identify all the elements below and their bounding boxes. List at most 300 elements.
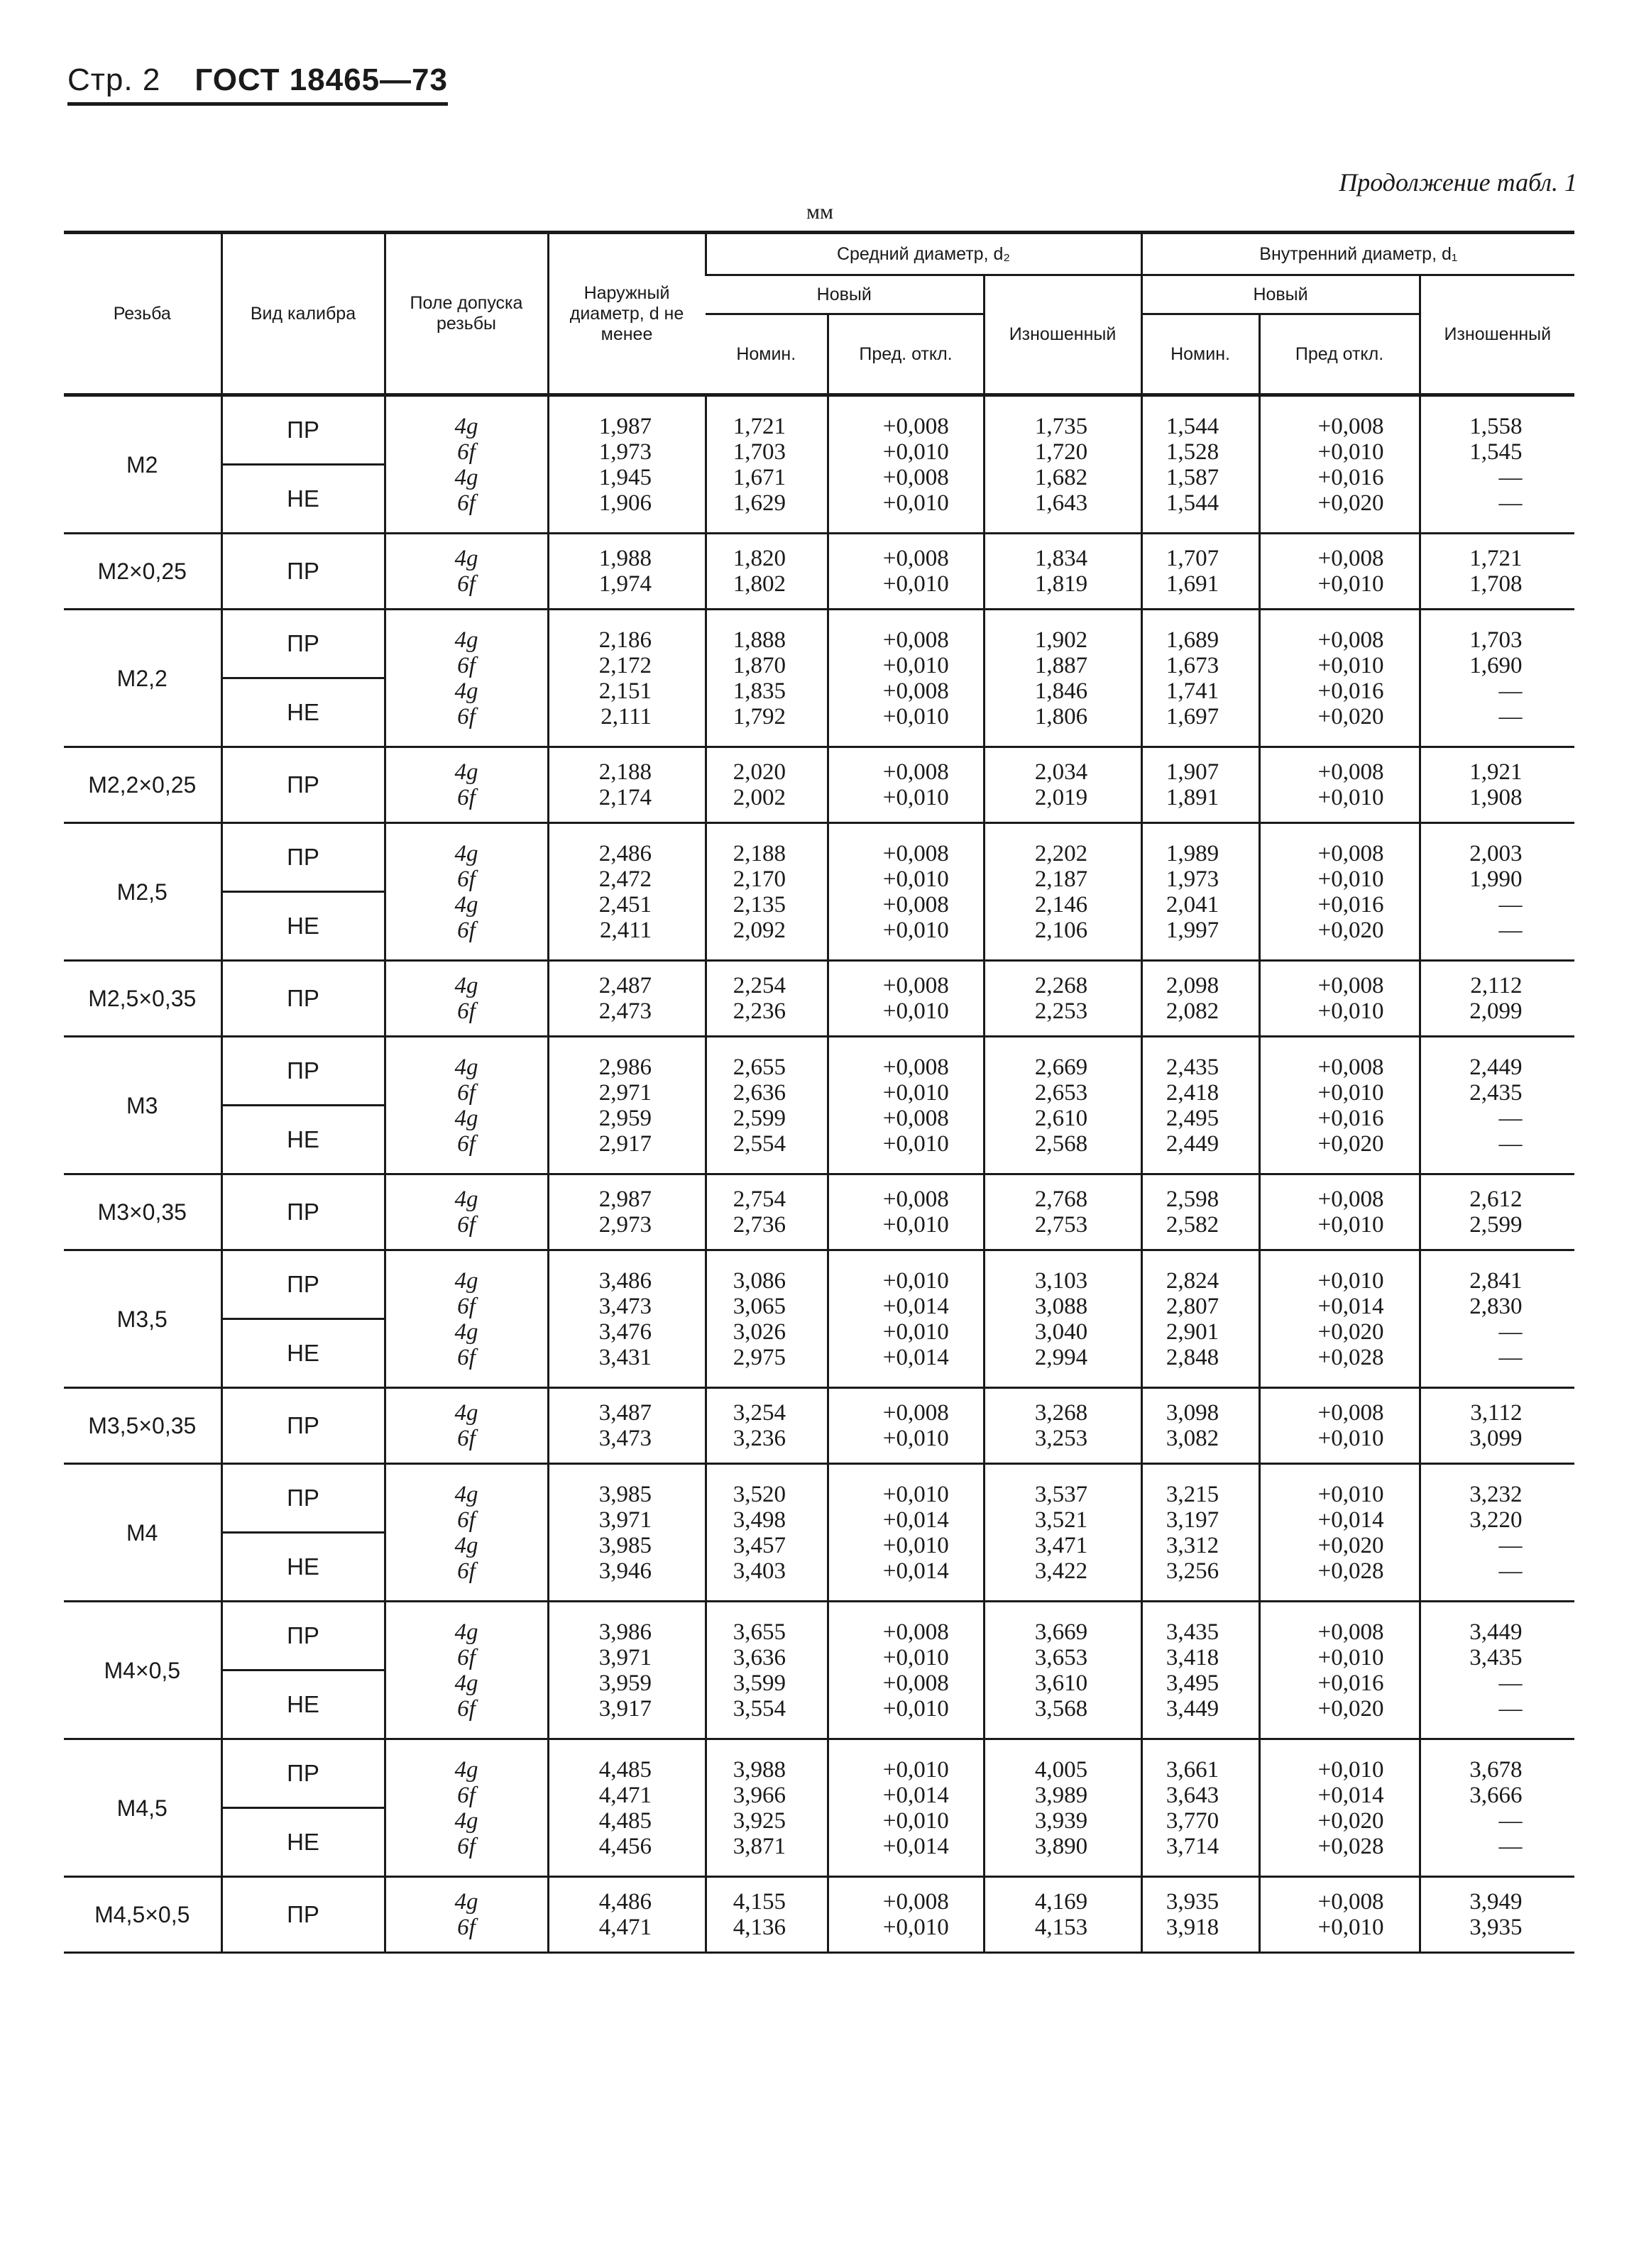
cell-value: 4g (454, 973, 478, 998)
cell-value: +0,010 (882, 866, 949, 892)
cell-value: +0,008 (1317, 759, 1384, 785)
cell-value: +0,008 (1317, 546, 1384, 571)
cell-value: 2,986 (598, 1054, 652, 1080)
header-pitch-nominal: Номин. (706, 314, 828, 395)
table-row (64, 610, 1574, 747)
table-row (64, 1877, 1574, 1953)
cell-value: 2,146 (1034, 891, 1088, 918)
cell-value: 2,002 (733, 785, 786, 810)
gauge-type: НЕ (287, 1340, 319, 1366)
cell-value: 3,431 (598, 1344, 652, 1370)
table-row (64, 823, 1574, 961)
cell-value: 6f (457, 1507, 476, 1533)
tolerance-cell (385, 1464, 548, 1602)
cell-value: +0,010 (882, 571, 949, 597)
cell-value: — (1498, 1130, 1523, 1157)
cell-value: 2,901 (1166, 1319, 1219, 1345)
cell-value: +0,020 (1317, 1130, 1384, 1157)
cell-value: 2,554 (733, 1130, 786, 1157)
minor-deviation-cell (1259, 823, 1420, 961)
cell-value: +0,008 (1317, 840, 1384, 866)
cell-value: 2,092 (733, 917, 786, 943)
cell-value: 2,486 (598, 840, 652, 866)
pitch-deviation-cell (828, 1464, 984, 1602)
cell-value: 3,714 (1166, 1833, 1219, 1859)
cell-value: 6f (457, 1644, 476, 1670)
tolerance-cell (385, 961, 548, 1037)
cell-value: 6f (457, 1695, 476, 1722)
minor-nominal-cell (1141, 1877, 1259, 1953)
cell-value: 2,151 (598, 678, 652, 704)
cell-value: 4g (454, 546, 478, 571)
cell-value: 3,985 (598, 1532, 652, 1558)
cell-value: +0,010 (1317, 439, 1384, 465)
outer-diameter-cell (548, 1739, 706, 1877)
cell-value: 4g (454, 1481, 478, 1507)
outer-diameter-cell (548, 1877, 706, 1953)
cell-value: 3,554 (733, 1695, 786, 1722)
cell-value: 3,871 (733, 1833, 786, 1859)
minor-deviation-cell (1259, 395, 1420, 534)
gauge-type: ПР (223, 1740, 384, 1809)
gauge-type: НЕ (287, 1553, 319, 1580)
cell-value: 2,174 (598, 785, 652, 810)
cell-value: 2,449 (1469, 1054, 1523, 1080)
pitch-deviation-cell (828, 1877, 984, 1953)
gauge-type-cell (221, 395, 385, 534)
table-row (64, 534, 1574, 610)
outer-diameter-cell (548, 395, 706, 534)
cell-value: 6f (457, 1293, 476, 1319)
pitch-worn-cell (984, 1037, 1141, 1174)
cell-value: +0,010 (1317, 785, 1384, 810)
cell-value: 3,088 (1034, 1293, 1088, 1319)
cell-value: 4,486 (598, 1889, 652, 1915)
minor-worn-cell (1420, 1174, 1574, 1250)
cell-value: 6f (457, 1212, 476, 1238)
pitch-worn-cell (984, 823, 1141, 961)
cell-value: 4,169 (1034, 1889, 1088, 1915)
tolerance-cell (385, 1602, 548, 1739)
cell-value: +0,016 (1317, 1105, 1384, 1131)
minor-worn-cell (1420, 1250, 1574, 1388)
cell-value: 2,236 (733, 998, 786, 1024)
pitch-worn-cell (984, 1602, 1141, 1739)
cell-value: 2,135 (733, 891, 786, 918)
cell-value: +0,010 (882, 703, 949, 730)
cell-value: 3,476 (598, 1319, 652, 1345)
cell-value: +0,008 (882, 759, 949, 785)
minor-deviation-cell (1259, 1037, 1420, 1174)
minor-nominal-cell (1141, 1602, 1259, 1739)
cell-value: +0,010 (1317, 1079, 1384, 1106)
minor-worn-cell (1420, 1464, 1574, 1602)
minor-worn-cell (1420, 534, 1574, 610)
pitch-nominal-cell (706, 1602, 828, 1739)
cell-value: 3,890 (1034, 1833, 1088, 1859)
minor-worn-cell (1420, 1388, 1574, 1464)
tolerance-cell (385, 395, 548, 534)
gauge-type: ПР (287, 1199, 319, 1225)
cell-value: 6f (457, 1426, 476, 1451)
table-row (64, 961, 1574, 1037)
cell-value: 4g (454, 627, 478, 653)
gauge-type: ПР (223, 1037, 384, 1106)
outer-diameter-cell (548, 534, 706, 610)
cell-value: 3,971 (598, 1644, 652, 1670)
cell-value: 2,753 (1034, 1212, 1088, 1238)
cell-value: 3,989 (1034, 1782, 1088, 1808)
cell-value: 4,153 (1034, 1915, 1088, 1940)
cell-value: 4g (454, 1532, 478, 1558)
outer-diameter-cell (548, 747, 706, 823)
minor-nominal-cell (1141, 961, 1259, 1037)
outer-diameter-cell (548, 1388, 706, 1464)
cell-value: 1,988 (598, 546, 652, 571)
outer-diameter-cell (548, 610, 706, 747)
cell-value: +0,016 (1317, 678, 1384, 704)
pitch-worn-cell (984, 1464, 1141, 1602)
cell-value: — (1498, 1807, 1523, 1834)
minor-worn-cell (1420, 1037, 1574, 1174)
pitch-nominal-cell (706, 1739, 828, 1877)
cell-value: 2,848 (1166, 1344, 1219, 1370)
units-label: мм (806, 200, 833, 224)
cell-value: 1,997 (1166, 917, 1219, 943)
thread-designation: М2,2×0,25 (64, 747, 221, 823)
header-pitch-deviation: Пред. откл. (828, 314, 984, 395)
minor-worn-cell (1420, 961, 1574, 1037)
cell-value: 2,111 (601, 703, 652, 730)
cell-value: 4,471 (598, 1782, 652, 1808)
cell-value: 2,598 (1166, 1187, 1219, 1212)
cell-value: 3,669 (1034, 1619, 1088, 1645)
minor-deviation-cell (1259, 1250, 1420, 1388)
pitch-worn-cell (984, 610, 1141, 747)
tolerance-cell (385, 1037, 548, 1174)
cell-value: 2,973 (598, 1212, 652, 1238)
cell-value: 3,520 (733, 1481, 786, 1507)
cell-value: — (1498, 1558, 1523, 1584)
cell-value: +0,010 (882, 1130, 949, 1157)
cell-value: +0,020 (1317, 1532, 1384, 1558)
cell-value: 4g (454, 759, 478, 785)
header-tolerance-field: Поле допуска резьбы (385, 233, 548, 395)
minor-deviation-cell (1259, 747, 1420, 823)
cell-value: 2,612 (1469, 1187, 1523, 1212)
cell-value: +0,010 (882, 785, 949, 810)
cell-value: 2,841 (1469, 1267, 1523, 1294)
thread-designation: М2 (64, 395, 221, 534)
cell-value: 3,215 (1166, 1481, 1219, 1507)
cell-value: +0,016 (1317, 891, 1384, 918)
gauge-type: ПР (223, 824, 384, 893)
cell-value: +0,008 (882, 678, 949, 704)
cell-value: 2,636 (733, 1079, 786, 1106)
cell-value: 1,887 (1034, 652, 1088, 678)
cell-value: 1,708 (1469, 571, 1523, 597)
table-body (64, 395, 1574, 1953)
cell-value: 6f (457, 1833, 476, 1859)
cell-value: +0,008 (882, 1187, 949, 1212)
gauge-type: НЕ (287, 485, 319, 512)
minor-deviation-cell (1259, 1464, 1420, 1602)
cell-value: 3,473 (598, 1426, 652, 1451)
cell-value: 3,599 (733, 1670, 786, 1696)
header-minor-deviation: Пред откл. (1259, 314, 1420, 395)
cell-value: 3,487 (598, 1400, 652, 1426)
minor-deviation-cell (1259, 610, 1420, 747)
cell-value: +0,010 (882, 1915, 949, 1940)
cell-value: 2,188 (733, 840, 786, 866)
cell-value: 2,435 (1166, 1054, 1219, 1080)
cell-value: +0,008 (882, 891, 949, 918)
cell-value: 1,870 (733, 652, 786, 678)
cell-value: 2,170 (733, 866, 786, 892)
cell-value: 6f (457, 1558, 476, 1584)
pitch-nominal-cell (706, 961, 828, 1037)
cell-value: 3,643 (1166, 1782, 1219, 1808)
minor-worn-cell (1420, 823, 1574, 961)
cell-value: +0,010 (1317, 1756, 1384, 1783)
cell-value: 1,973 (1166, 866, 1219, 892)
table-row (64, 1174, 1574, 1250)
cell-value: 2,451 (598, 891, 652, 918)
pitch-deviation-cell (828, 1739, 984, 1877)
cell-value: +0,008 (1317, 1889, 1384, 1915)
gauge-type: ПР (287, 985, 319, 1011)
cell-value: 1,587 (1166, 464, 1219, 490)
cell-value: +0,020 (1317, 703, 1384, 730)
pitch-nominal-cell (706, 1250, 828, 1388)
cell-value: +0,010 (1317, 652, 1384, 678)
cell-value: 1,528 (1166, 439, 1219, 465)
cell-value: 4g (454, 1889, 478, 1915)
cell-value: 6f (457, 785, 476, 810)
cell-value: +0,008 (882, 1400, 949, 1426)
minor-deviation-cell (1259, 1174, 1420, 1250)
cell-value: 1,671 (733, 464, 786, 490)
cell-value: 6f (457, 866, 476, 892)
cell-value: 4g (454, 1807, 478, 1834)
cell-value: 2,495 (1166, 1105, 1219, 1131)
cell-value: +0,010 (882, 1807, 949, 1834)
cell-value: 3,521 (1034, 1507, 1088, 1533)
cell-value: +0,008 (882, 464, 949, 490)
cell-value: 1,544 (1166, 490, 1219, 516)
pitch-nominal-cell (706, 534, 828, 610)
cell-value: 3,568 (1034, 1695, 1088, 1722)
thread-gauge-table (64, 231, 1574, 1954)
cell-value: — (1498, 703, 1523, 730)
cell-value: 3,312 (1166, 1532, 1219, 1558)
cell-value: +0,008 (882, 1105, 949, 1131)
cell-value: 6f (457, 439, 476, 465)
cell-value: — (1498, 1532, 1523, 1558)
cell-value: 6f (457, 1344, 476, 1370)
thread-designation: М4,5×0,5 (64, 1877, 221, 1953)
cell-value: — (1498, 1319, 1523, 1345)
cell-value: 3,959 (598, 1670, 652, 1696)
pitch-worn-cell (984, 1388, 1141, 1464)
thread-designation: М4,5 (64, 1739, 221, 1877)
thread-designation: М2,5×0,35 (64, 961, 221, 1037)
thread-designation: М4 (64, 1464, 221, 1602)
cell-value: +0,010 (882, 1695, 949, 1722)
minor-deviation-cell (1259, 534, 1420, 610)
cell-value: 3,099 (1469, 1426, 1523, 1451)
cell-value: 2,768 (1034, 1187, 1088, 1212)
cell-value: 3,449 (1469, 1619, 1523, 1645)
cell-value: +0,016 (1317, 464, 1384, 490)
minor-nominal-cell (1141, 823, 1259, 961)
cell-value: 2,099 (1469, 998, 1523, 1024)
header-gauge-type: Вид калибра (221, 233, 385, 395)
cell-value: 4,471 (598, 1915, 652, 1940)
cell-value: — (1498, 1344, 1523, 1370)
cell-value: 4,155 (733, 1889, 786, 1915)
table-row (64, 395, 1574, 534)
table-continuation-note: Продолжение табл. 1 (1339, 168, 1577, 197)
cell-value: 2,971 (598, 1079, 652, 1106)
minor-nominal-cell (1141, 1388, 1259, 1464)
outer-diameter-cell (548, 961, 706, 1037)
cell-value: 4g (454, 1619, 478, 1645)
cell-value: 1,629 (733, 490, 786, 516)
cell-value: +0,010 (882, 1756, 949, 1783)
header-pitch-diameter: Средний диаметр, d₂ (706, 233, 1141, 275)
cell-value: +0,010 (882, 998, 949, 1024)
gauge-type: НЕ (287, 913, 319, 939)
cell-value: 2,003 (1469, 840, 1523, 866)
pitch-deviation-cell (828, 1037, 984, 1174)
cell-value: 3,610 (1034, 1670, 1088, 1696)
cell-value: 3,254 (733, 1400, 786, 1426)
minor-worn-cell (1420, 1602, 1574, 1739)
cell-value: 4,136 (733, 1915, 786, 1940)
minor-worn-cell (1420, 747, 1574, 823)
cell-value: 2,655 (733, 1054, 786, 1080)
cell-value: 2,041 (1166, 891, 1219, 918)
cell-value: 3,471 (1034, 1532, 1088, 1558)
cell-value: 2,187 (1034, 866, 1088, 892)
minor-deviation-cell (1259, 1388, 1420, 1464)
gauge-type-cell (221, 1250, 385, 1388)
cell-value: +0,028 (1317, 1558, 1384, 1584)
gauge-type: ПР (287, 558, 319, 584)
minor-deviation-cell (1259, 961, 1420, 1037)
cell-value: +0,028 (1317, 1344, 1384, 1370)
outer-diameter-cell (548, 1037, 706, 1174)
minor-nominal-cell (1141, 1174, 1259, 1250)
gauge-type-cell (221, 1602, 385, 1739)
cell-value: 3,971 (598, 1507, 652, 1533)
cell-value: +0,010 (882, 917, 949, 943)
cell-value: 3,403 (733, 1558, 786, 1584)
cell-value: +0,008 (1317, 1619, 1384, 1645)
cell-value: 2,186 (598, 627, 652, 653)
tolerance-cell (385, 534, 548, 610)
cell-value: +0,008 (882, 1054, 949, 1080)
cell-value: 3,949 (1469, 1889, 1523, 1915)
cell-value: 1,990 (1469, 866, 1523, 892)
cell-value: 3,103 (1034, 1267, 1088, 1294)
cell-value: 2,736 (733, 1212, 786, 1238)
pitch-deviation-cell (828, 823, 984, 961)
cell-value: +0,016 (1317, 1670, 1384, 1696)
gauge-type-cell (221, 1388, 385, 1464)
cell-value: +0,010 (1317, 1644, 1384, 1670)
tolerance-cell (385, 823, 548, 961)
cell-value: 3,422 (1034, 1558, 1088, 1584)
cell-value: 2,202 (1034, 840, 1088, 866)
cell-value: 1,921 (1469, 759, 1523, 785)
tolerance-cell (385, 1739, 548, 1877)
minor-deviation-cell (1259, 1877, 1420, 1953)
pitch-worn-cell (984, 1250, 1141, 1388)
cell-value: 3,655 (733, 1619, 786, 1645)
cell-value: +0,008 (882, 1619, 949, 1645)
cell-value: 2,653 (1034, 1079, 1088, 1106)
cell-value: 4,485 (598, 1807, 652, 1834)
cell-value: 1,819 (1034, 571, 1088, 597)
thread-designation: М3,5 (64, 1250, 221, 1388)
pitch-deviation-cell (828, 1174, 984, 1250)
cell-value: 1,689 (1166, 627, 1219, 653)
pitch-deviation-cell (828, 1250, 984, 1388)
cell-value: +0,014 (882, 1782, 949, 1808)
thread-designation: М3×0,35 (64, 1174, 221, 1250)
pitch-nominal-cell (706, 1464, 828, 1602)
cell-value: 1,906 (598, 490, 652, 516)
cell-value: 3,026 (733, 1319, 786, 1345)
outer-diameter-cell (548, 1174, 706, 1250)
cell-value: +0,010 (882, 1079, 949, 1106)
gauge-type: ПР (223, 610, 384, 679)
cell-value: 4g (454, 1400, 478, 1426)
cell-value: 1,721 (1469, 546, 1523, 571)
cell-value: 1,806 (1034, 703, 1088, 730)
pitch-nominal-cell (706, 823, 828, 961)
cell-value: 3,473 (598, 1293, 652, 1319)
minor-nominal-cell (1141, 610, 1259, 747)
cell-value: +0,010 (1317, 571, 1384, 597)
cell-value: — (1498, 1105, 1523, 1131)
gauge-type-cell (221, 747, 385, 823)
cell-value: 3,770 (1166, 1807, 1219, 1834)
cell-value: 1,846 (1034, 678, 1088, 704)
cell-value: 6f (457, 1079, 476, 1106)
cell-value: 2,582 (1166, 1212, 1219, 1238)
cell-value: +0,020 (1317, 1807, 1384, 1834)
cell-value: 1,682 (1034, 464, 1088, 490)
cell-value: 4g (454, 464, 478, 490)
pitch-nominal-cell (706, 747, 828, 823)
gauge-type: ПР (287, 1412, 319, 1438)
cell-value: 2,418 (1166, 1079, 1219, 1106)
cell-value: 1,721 (733, 413, 786, 439)
cell-value: 3,220 (1469, 1507, 1523, 1533)
cell-value: 4g (454, 1187, 478, 1212)
cell-value: +0,008 (882, 413, 949, 439)
outer-diameter-cell (548, 1250, 706, 1388)
table-row (64, 1464, 1574, 1602)
cell-value: — (1498, 1833, 1523, 1859)
cell-value: 2,599 (1469, 1212, 1523, 1238)
gauge-type-cell (221, 534, 385, 610)
cell-value: +0,014 (882, 1507, 949, 1533)
cell-value: +0,014 (882, 1558, 949, 1584)
